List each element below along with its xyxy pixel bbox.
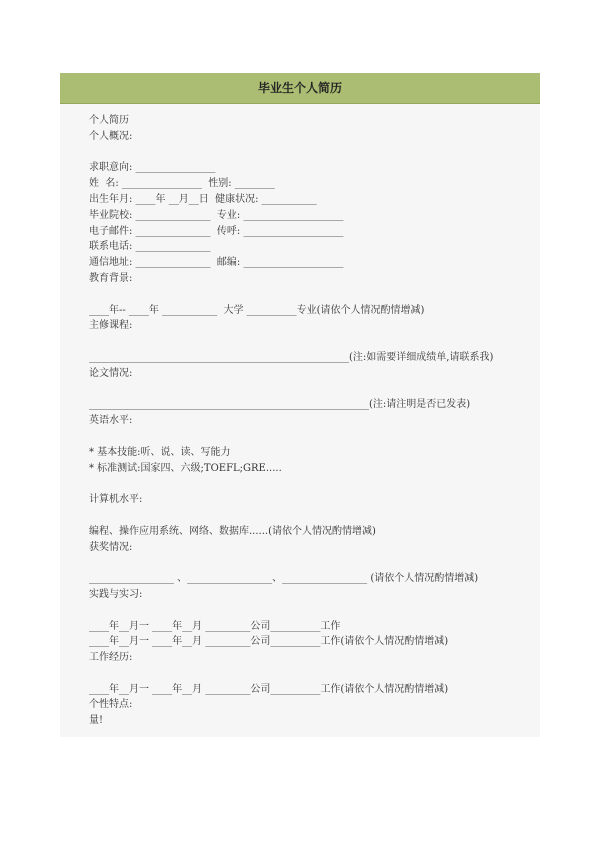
section-heading: 教育背景: — [89, 272, 133, 284]
text-line: ________________________________________________________(注:请注明是否已发表) — [89, 399, 471, 411]
text-line: 通信地址: _______________ 邮编: ____________________ — [89, 257, 344, 269]
blank-line — [89, 287, 529, 303]
bullet-item: * 标准测试:国家四、六级;TOEFL;GRE..... — [89, 462, 282, 474]
blank-line — [89, 508, 529, 524]
blank-line — [89, 334, 529, 350]
section-heading: 实践与实习: — [89, 588, 143, 600]
section-heading: 工作经历: — [89, 652, 133, 664]
blank-line — [89, 555, 529, 571]
section-heading: 论文情况: — [89, 367, 133, 379]
text-line: 编程、操作应用系统、网络、数据库......(请依个人情况酌情增减) — [89, 525, 376, 537]
text-line: 个人概况: — [89, 130, 133, 142]
blank-line — [89, 145, 529, 161]
text-line: ____________________________________________________(注:如需要详细成绩单,请联系我) — [89, 351, 494, 363]
text-line: ____年__月一 ____年__月 _________公司__________工作 — [89, 620, 341, 632]
section-heading: 获奖情况: — [89, 541, 133, 553]
blank-line — [89, 429, 529, 445]
text-line: 联系电话: _______________ — [89, 241, 211, 253]
section-heading: 个性特点: — [89, 699, 133, 711]
text-line: 出生年月: ____年 __月__日 健康状况: ___________ — [89, 193, 317, 205]
section-heading: 英语水平: — [89, 415, 133, 427]
section-heading: 计算机水平: — [89, 494, 143, 506]
bullet-item: * 基本技能:听、说、读、写能力 — [89, 446, 231, 458]
blank-line — [89, 382, 529, 398]
text-line: 求职意向: ________________ — [89, 162, 216, 174]
section-heading: 主修课程: — [89, 320, 133, 332]
text-line: _________________ 、_________________、_________________ (请依个人情况酌情增减) — [89, 573, 479, 585]
text-line: ____年-- ____年 ___________ 大学 __________专业(请依个人情况酌情增减) — [89, 304, 425, 316]
resume-content — [89, 113, 529, 729]
resume-document — [60, 73, 540, 737]
text-line: 毕业院校: _______________ 专业: ____________________ — [89, 209, 344, 221]
text-line: 量! — [89, 715, 104, 727]
text-line: ____年__月一 ____年__月 _________公司__________工作(请依个人情况酌情增减) — [89, 683, 449, 695]
blank-line — [89, 476, 529, 492]
document-title: 毕业生个人简历 — [60, 73, 540, 104]
text-line: ____年__月一 ____年__月 _________公司__________工作(请依个人情况酌情增减) — [89, 636, 449, 648]
text-line: 电子邮件: _______________ 传呼: ____________________ — [89, 225, 344, 237]
text-line: 个人简历 — [89, 115, 129, 126]
blank-line — [89, 603, 529, 619]
blank-line — [89, 666, 529, 682]
text-line: 姓 名: ________________ 性别: ________ — [89, 178, 275, 190]
